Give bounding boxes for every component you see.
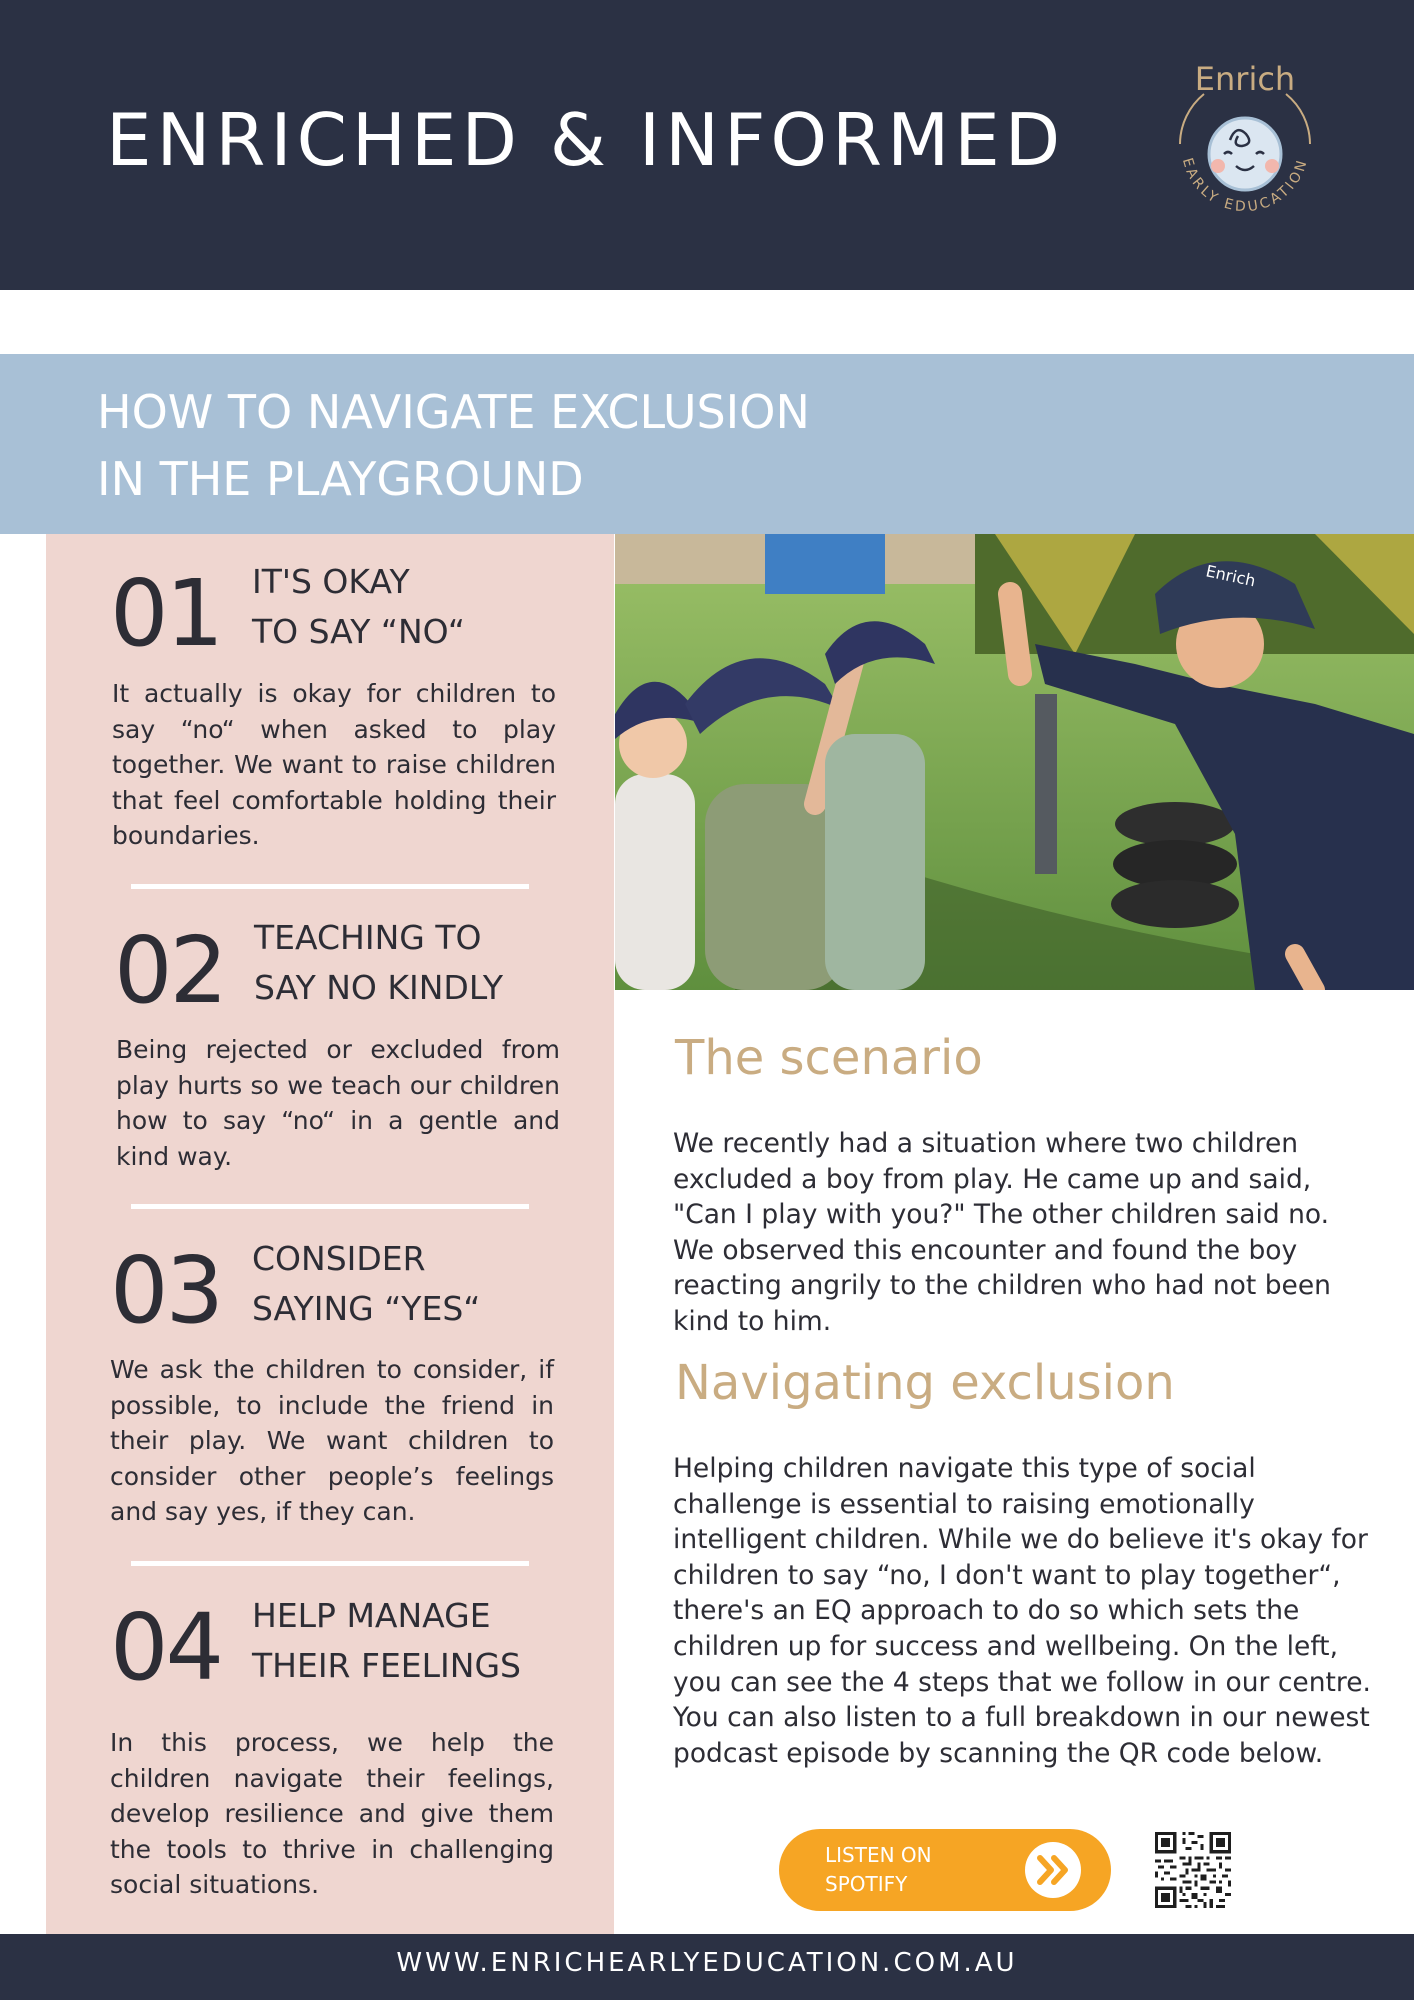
qr-code-icon[interactable]	[1155, 1832, 1231, 1908]
playground-photo	[615, 534, 1414, 990]
scenario-body: We recently had a situation where two children excluded a boy from play. He came up and said, "Can I play with you?" The other children said no. We observed this encounter and found the boy reacting angrily to the children who had not been kind to him.	[673, 1128, 1331, 1337]
step-number: 04	[110, 1594, 222, 1701]
step-title-line: TEACHING TO	[254, 918, 482, 957]
step-number: 03	[110, 1237, 222, 1344]
step-number: 02	[114, 917, 226, 1024]
enrich-logo	[1160, 56, 1330, 236]
logo-ring-text: EARLY EDUCATION	[1178, 156, 1312, 216]
double-chevron-right-icon	[1025, 1842, 1081, 1898]
step-divider	[131, 1561, 529, 1566]
navigating-heading: Navigating exclusion	[675, 1355, 1175, 1411]
step-description: We ask the children to consider, if possible, to include the friend in their play. We want children to consider other people’s feelings and say yes, if they can.	[110, 1355, 554, 1526]
step-title-line: IT'S OKAY	[252, 562, 410, 601]
website-link[interactable]: WWW.ENRICHEARLYEDUCATION.COM.AU	[396, 1948, 1018, 1978]
step-title-line: SAY NO KINDLY	[254, 968, 503, 1007]
step-number: 01	[110, 560, 222, 667]
navigating-body: Helping children navigate this type of social challenge is essential to raising emotionally intelligent children. While we do believe it's okay for children to say “no, I don't want to play together“, there's an EQ approach to do so which sets the children up for success and wellbeing. On the left, you can see the 4 steps that we follow in our centre. You can also listen to a full breakdown in our newest podcast episode by scanning the QR code below.	[673, 1453, 1371, 1769]
step-description: It actually is okay for children to say “no“ when asked to play together. We want to raise children that feel comfortable holding their boundaries.	[112, 679, 556, 850]
step-description: In this process, we help the children navigate their feelings, develop resilience and give them the tools to thrive in challenging social situations.	[110, 1728, 554, 1899]
headline-line-1: HOW TO NAVIGATE EXCLUSION	[97, 385, 810, 439]
headline-line-2: IN THE PLAYGROUND	[97, 452, 584, 506]
step-description: Being rejected or excluded from play hurts so we teach our children how to say “no“ in a gentle and kind way.	[116, 1035, 560, 1171]
step-title-line: CONSIDER	[252, 1239, 426, 1278]
hat-logo-text: Enrich	[1204, 561, 1258, 591]
scenario-heading: The scenario	[675, 1030, 983, 1086]
step-title-line: THEIR FEELINGS	[252, 1646, 521, 1685]
step-divider	[131, 1204, 529, 1209]
step-title-line: SAYING “YES“	[252, 1289, 481, 1328]
listen-on-spotify-button[interactable]	[779, 1829, 1111, 1911]
spotify-button-label: LISTEN ON SPOTIFY	[825, 1843, 932, 1896]
headline-banner	[0, 354, 1414, 534]
step-title-line: TO SAY “NO“	[252, 612, 465, 651]
logo-wordmark: Enrich	[1194, 60, 1296, 98]
step-divider	[131, 884, 529, 889]
step-title-line: HELP MANAGE	[252, 1596, 491, 1635]
page-title: ENRICHED & INFORMED	[106, 98, 1066, 182]
